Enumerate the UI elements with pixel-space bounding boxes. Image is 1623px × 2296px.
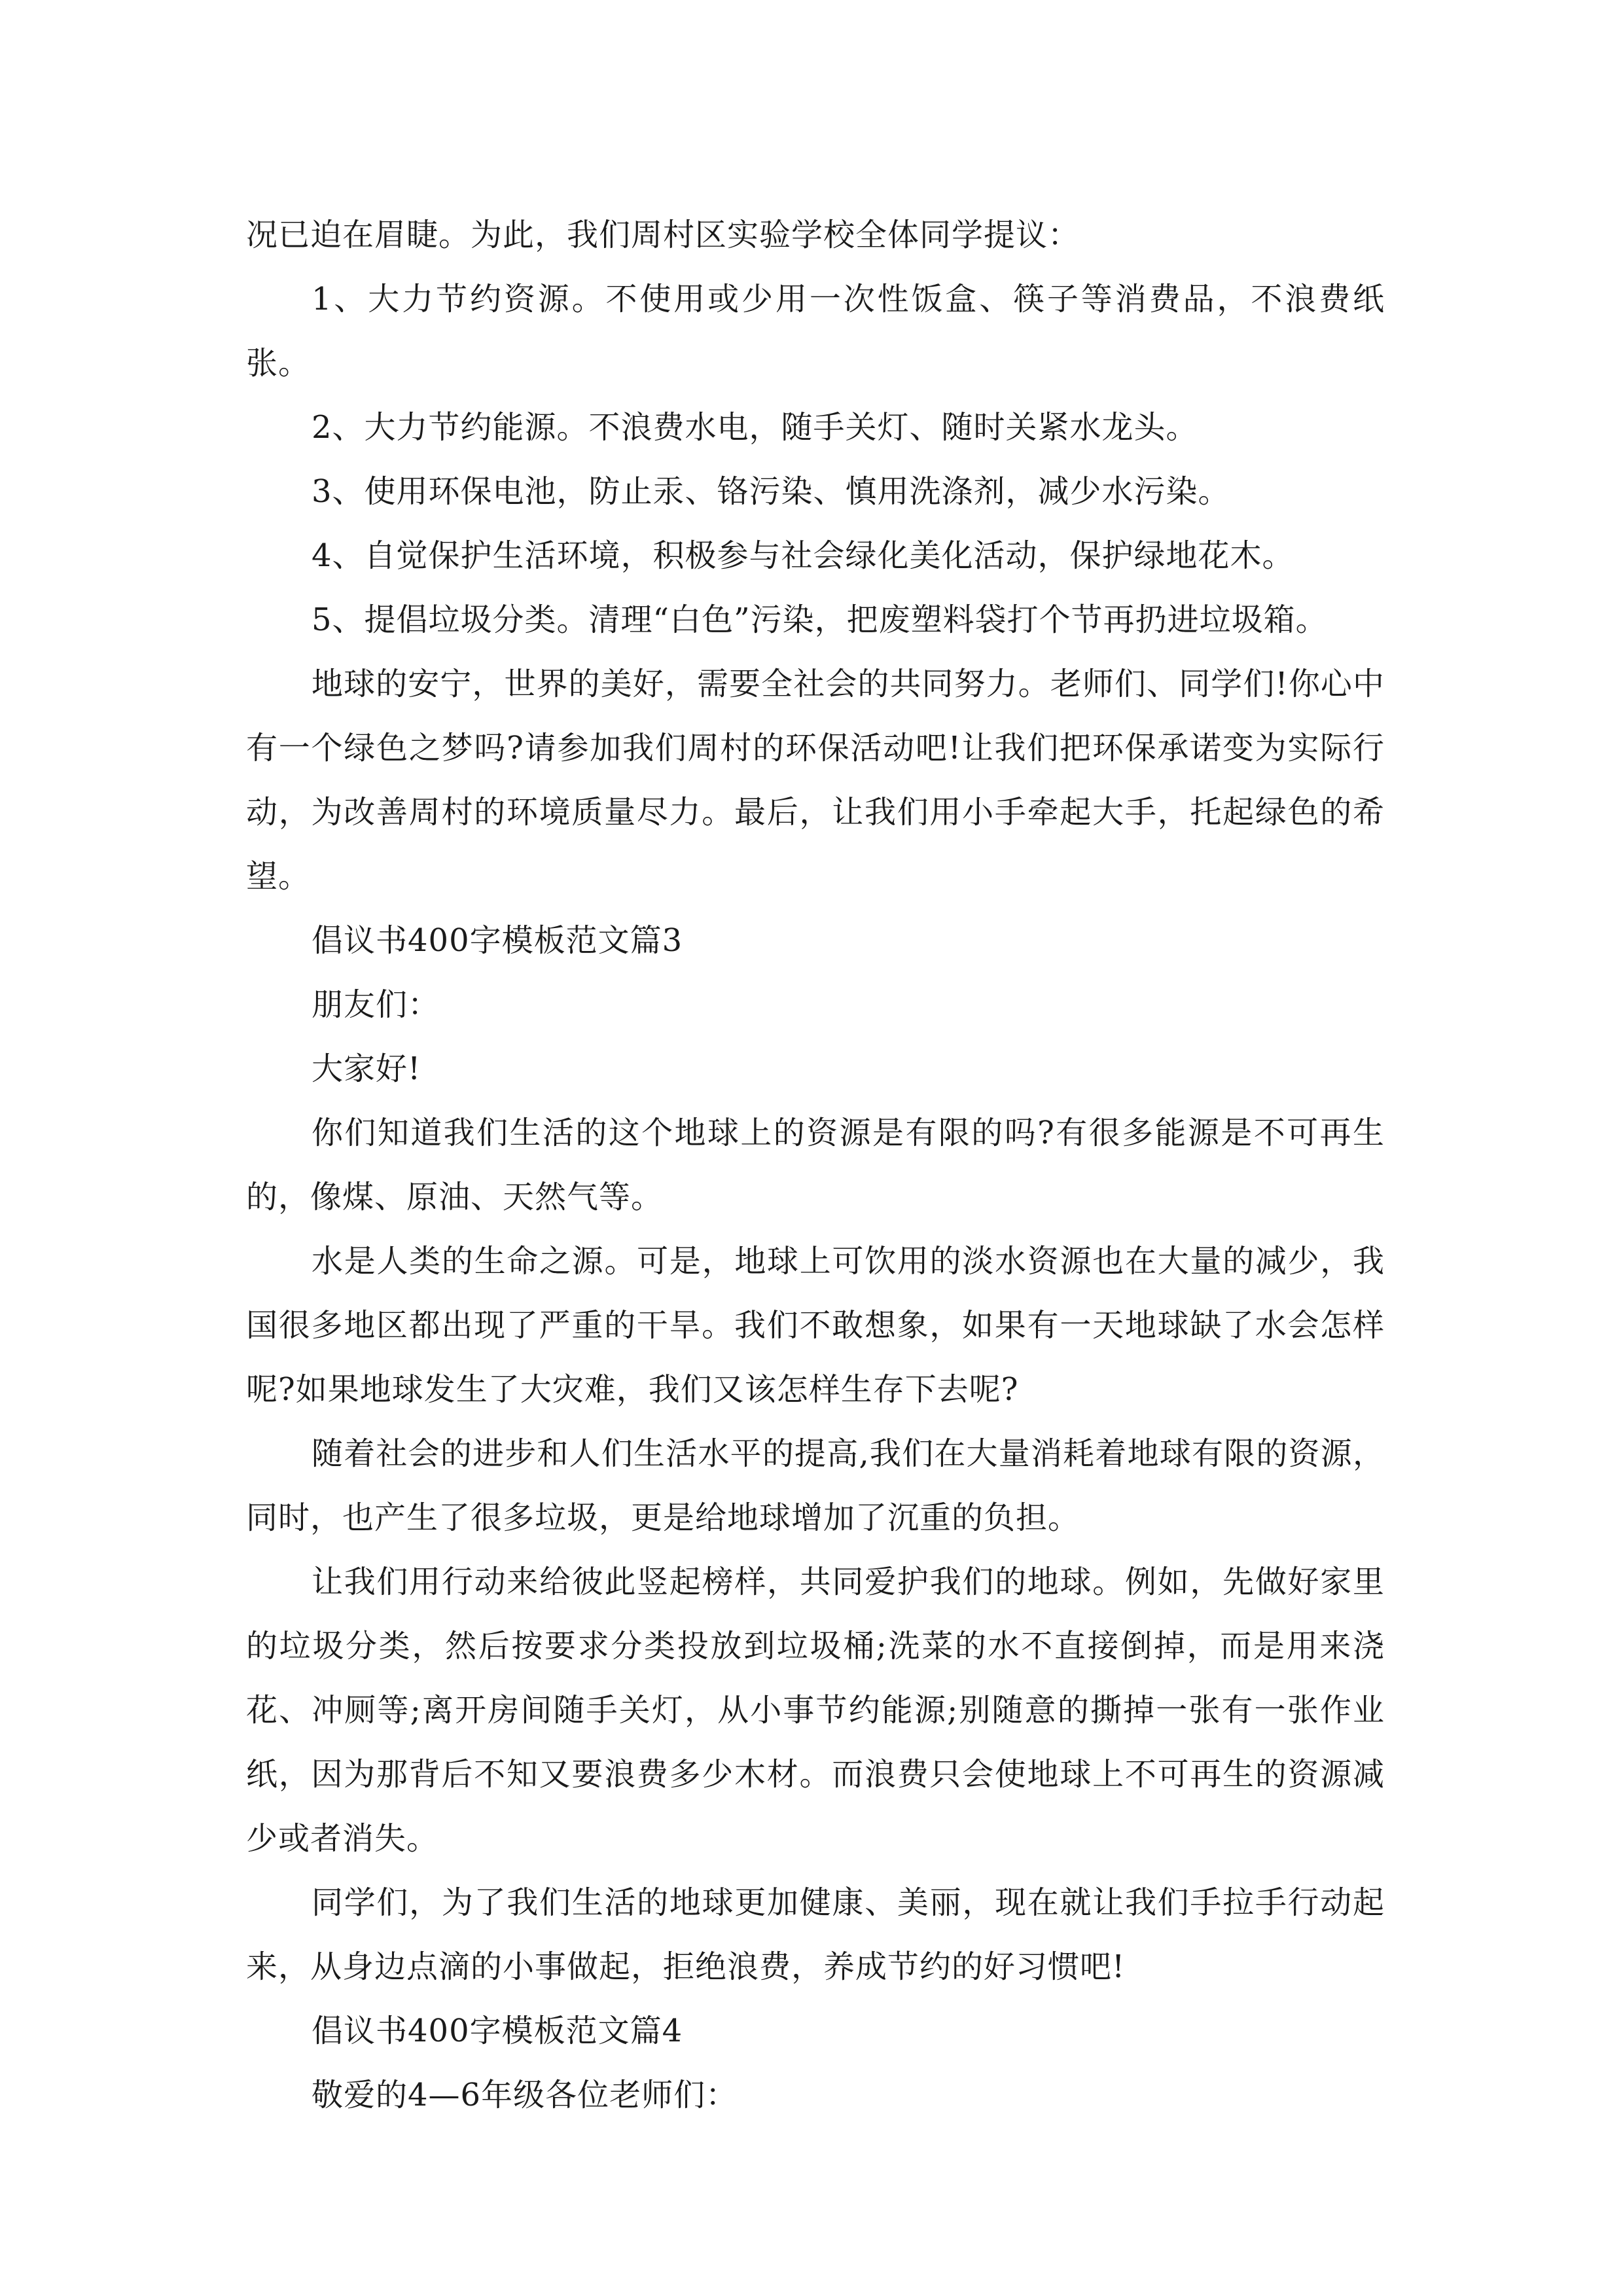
document-body: [246, 203, 1385, 2127]
proposal-item-3: 3、使用环保电池，防止汞、铬污染、慎用洗涤剂，减少水污染。: [312, 473, 1230, 510]
paragraph-consumption: 随着社会的进步和人们生活水平的提高,我们在大量消耗着地球有限的资源，同时，也产生了很多垃圾，更是给地球增加了沉重的负担。: [246, 1435, 1385, 1536]
proposal-item-2: 2、大力节约能源。不浪费水电，随手关灯、随时关紧水龙头。: [312, 409, 1198, 446]
paragraph-water: 水是人类的生命之源。可是，地球上可饮用的淡水资源也在大量的减少，我国很多地区都出现了严重的干旱。我们不敢想象，如果有一天地球缺了水会怎样呢?如果地球发生了大灾难，我们又该怎样生存下去呢?: [246, 1243, 1385, 1408]
section-heading-4: 倡议书400字模板范文篇4: [312, 2013, 683, 2049]
paragraph-closing-appeal: 地球的安宁，世界的美好，需要全社会的共同努力。老师们、同学们!你心中有一个绿色之梦吗?请参加我们周村的环保活动吧!让我们把环保承诺变为实际行动，为改善周村的环境质量尽力。最后，让我们用小手牵起大手，托起绿色的希望。: [246, 666, 1385, 895]
proposal-item-1: 1、大力节约资源。不使用或少用一次性饭盒、筷子等消费品，不浪费纸张。: [246, 281, 1385, 382]
proposal-item-4: 4、自觉保护生活环境，积极参与社会绿化美化活动，保护绿地花木。: [312, 537, 1294, 574]
salutation-friends: 朋友们：: [312, 986, 440, 1023]
section-heading-3: 倡议书400字模板范文篇3: [312, 922, 683, 959]
paragraph-call-to-action: 同学们，为了我们生活的地球更加健康、美丽，现在就让我们手拉手行动起来，从身边点滴的小事做起，拒绝浪费，养成节约的好习惯吧!: [246, 1884, 1385, 1985]
proposal-item-5: 5、提倡垃圾分类。清理“白色”污染，把废塑料袋打个节再扔进垃圾箱。: [312, 601, 1328, 638]
paragraph-resources: 你们知道我们生活的这个地球上的资源是有限的吗?有很多能源是不可再生的，像煤、原油、天然气等。: [246, 1115, 1385, 1215]
paragraph-intro-continuation: 况已迫在眉睫。为此，我们周村区实验学校全体同学提议：: [246, 217, 1080, 253]
paragraph-action: 让我们用行动来给彼此竖起榜样，共同爱护我们的地球。例如，先做好家里的垃圾分类，然后按要求分类投放到垃圾桶;洗菜的水不直接倒掉，而是用来浇花、冲厕等;离开房间随手关灯，从小事节约能源;别随意的撕掉一张有一张作业纸，因为那背后不知又要浪费多少木材。而浪费只会使地球上不可再生的资源减少或者消失。: [246, 1564, 1385, 1857]
salutation-teachers: 敬爱的4—6年级各位老师们：: [312, 2077, 738, 2113]
greeting: 大家好!: [312, 1050, 421, 1087]
